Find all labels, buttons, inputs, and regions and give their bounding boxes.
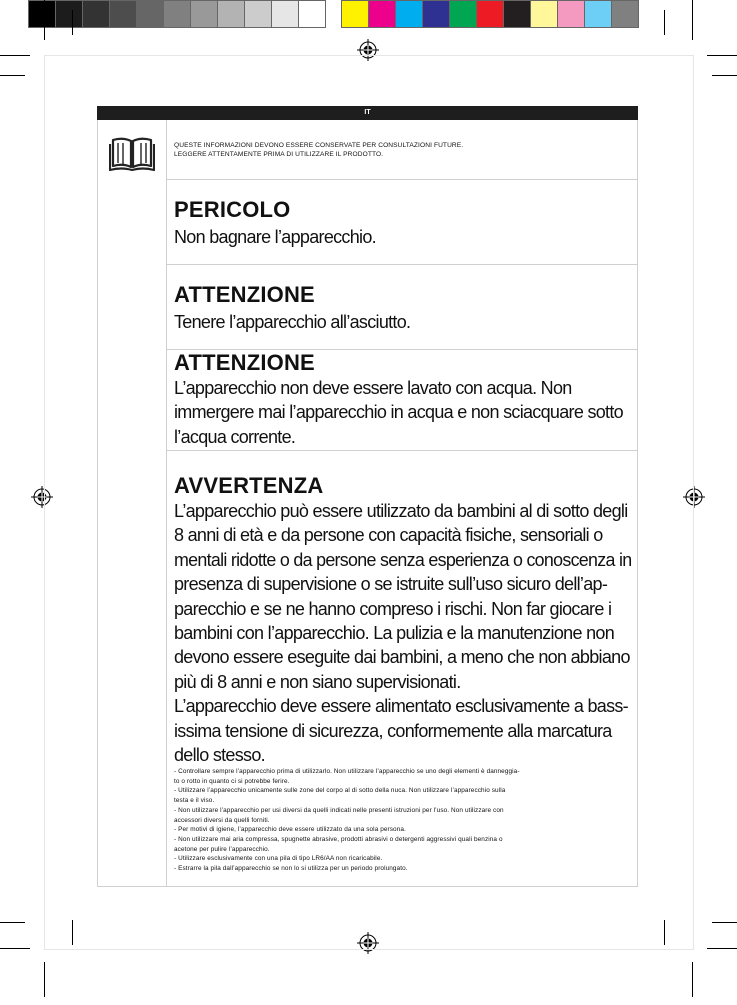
color-swatch bbox=[530, 0, 558, 28]
crop-mark bbox=[692, 962, 693, 997]
body-line: mentali ridotte o da persone senza esperienza o conoscenza in bbox=[174, 549, 632, 570]
instruction-line: - Controllare sempre l’apparecchio prima di utilizzarlo. Non utilizzare l’apparecchio se uno degli elementi è danneggia- bbox=[174, 768, 520, 775]
book-icon bbox=[109, 134, 155, 172]
color-swatch bbox=[82, 0, 110, 28]
body-line: devono essere eseguite dai bambini, a meno che non abbiano bbox=[174, 647, 630, 668]
pericolo-heading: PERICOLO bbox=[174, 197, 291, 222]
keep-information-notice bbox=[174, 141, 614, 159]
color-swatch bbox=[244, 0, 272, 28]
color-swatch bbox=[298, 0, 326, 28]
color-swatch bbox=[584, 0, 612, 28]
body-line: L’apparecchio non deve essere lavato con acqua. Non bbox=[174, 378, 572, 398]
color-swatch bbox=[136, 0, 164, 28]
color-swatch bbox=[271, 0, 299, 28]
color-swatch bbox=[503, 0, 531, 28]
color-swatch bbox=[28, 0, 56, 28]
section-divider bbox=[166, 179, 637, 180]
color-swatch bbox=[395, 0, 423, 28]
language-code: IT bbox=[364, 109, 371, 116]
body-line: Tenere l’apparecchio all’asciutto. bbox=[174, 312, 411, 332]
printer-color-bar bbox=[28, 0, 638, 28]
section-divider bbox=[166, 450, 637, 451]
crop-mark bbox=[44, 962, 45, 997]
instruction-line: - Per motivi di igiene, l’apparecchio deve essere utilizzato da una sola persona. bbox=[174, 826, 406, 834]
body-line: L’apparecchio può essere utilizzato da bambini al di sotto degli bbox=[174, 501, 628, 521]
color-swatch bbox=[422, 0, 450, 28]
attenzione-water-text bbox=[174, 376, 632, 449]
instruction-line: - Utilizzare esclusivamente con una pila di tipo LR6/AA non ricaricabile. bbox=[174, 855, 383, 863]
instruction-line: to o rotto in quanto ci si potrebbe ferire. bbox=[174, 777, 290, 785]
notice-line: LEGGERE ATTENTAMENTE PRIMA DI UTILIZZARE IL PRODOTTO. bbox=[174, 151, 384, 158]
crop-mark bbox=[712, 75, 737, 76]
color-swatch bbox=[449, 0, 477, 28]
crop-mark bbox=[0, 948, 30, 949]
crop-mark bbox=[0, 922, 25, 923]
attenzione-heading: ATTENZIONE bbox=[174, 350, 315, 375]
avvertenza-heading: AVVERTENZA bbox=[174, 473, 324, 498]
crop-mark bbox=[0, 75, 25, 76]
crop-mark bbox=[44, 0, 45, 40]
avvertenza-text bbox=[174, 499, 632, 767]
body-line: immergere mai l’apparecchio in acqua e non sciacquare sotto bbox=[174, 402, 623, 423]
body-line: dello stesso. bbox=[174, 745, 265, 766]
attenzione-heading: ATTENZIONE bbox=[174, 282, 315, 307]
crop-mark bbox=[692, 0, 693, 40]
instruction-line: - Non utilizzare l’apparecchio per usi diversi da quelli indicati nelle presenti istruzioni per l’uso. Non utilizzare con bbox=[174, 806, 504, 814]
color-swatch bbox=[341, 0, 369, 28]
instruction-line: - Utilizzare l’apparecchio unicamente sulle zone del corpo al di sotto della nuca. Non utilizzare l’apparecchio sulla bbox=[174, 787, 506, 795]
notice-line: QUESTE INFORMAZIONI DEVONO ESSERE CONSERVATE PER CONSULTAZIONI FUTURE. bbox=[174, 142, 464, 149]
body-line: 8 anni di età e da persone con capacità fisiche, sensoriali o bbox=[174, 525, 603, 546]
crop-mark bbox=[712, 922, 737, 923]
color-swatch bbox=[557, 0, 585, 28]
body-line: L’apparecchio deve essere alimentato esclusivamente a bass- bbox=[174, 696, 628, 717]
color-swatch bbox=[217, 0, 245, 28]
color-swatch bbox=[163, 0, 191, 28]
pericolo-text bbox=[174, 225, 632, 249]
instruction-line: acetone per pulire l’apparecchio. bbox=[174, 845, 270, 853]
language-header-bar bbox=[97, 106, 638, 120]
body-line: l’acqua corrente. bbox=[174, 426, 296, 447]
body-line: presenza di supervisione o se istruite sull’uso sicuro dell’ap- bbox=[174, 574, 608, 595]
icon-column bbox=[97, 120, 167, 886]
color-swatch bbox=[109, 0, 137, 28]
crop-mark bbox=[707, 55, 737, 56]
body-line: parecchio e se ne hanno compreso i rischi. Non far giocare i bbox=[174, 598, 612, 619]
section-divider bbox=[166, 264, 637, 265]
color-swatch bbox=[611, 0, 639, 28]
attenzione-text bbox=[174, 310, 632, 334]
instruction-line: accessori diversi da quelli forniti. bbox=[174, 816, 270, 824]
color-swatch bbox=[368, 0, 396, 28]
body-line: più di 8 anni e non siano supervisionati. bbox=[174, 671, 461, 692]
crop-mark bbox=[0, 55, 30, 56]
color-swatch bbox=[476, 0, 504, 28]
crop-mark bbox=[664, 10, 665, 35]
instruction-line: - Estrarre la pila dall’apparecchio se non lo si utilizza per un periodo prolungato. bbox=[174, 865, 408, 873]
crop-mark bbox=[72, 10, 73, 35]
body-line: issima tensione di sicurezza, conformemente alla marcatura bbox=[174, 720, 612, 741]
usage-instructions bbox=[174, 767, 629, 874]
instruction-line: testa e il viso. bbox=[174, 797, 215, 805]
swatch-gap bbox=[325, 0, 341, 28]
crop-mark bbox=[707, 948, 737, 949]
color-swatch bbox=[190, 0, 218, 28]
instruction-line: - Non utilizzare mai aria compressa, spugnette abrasive, prodotti abrasivi o detergenti aggressivi quali benzina o bbox=[174, 835, 503, 843]
body-line: Non bagnare l’apparecchio. bbox=[174, 227, 376, 247]
color-swatch bbox=[55, 0, 83, 28]
body-line: bambini con l’apparecchio. La pulizia e la manutenzione non bbox=[174, 623, 615, 644]
